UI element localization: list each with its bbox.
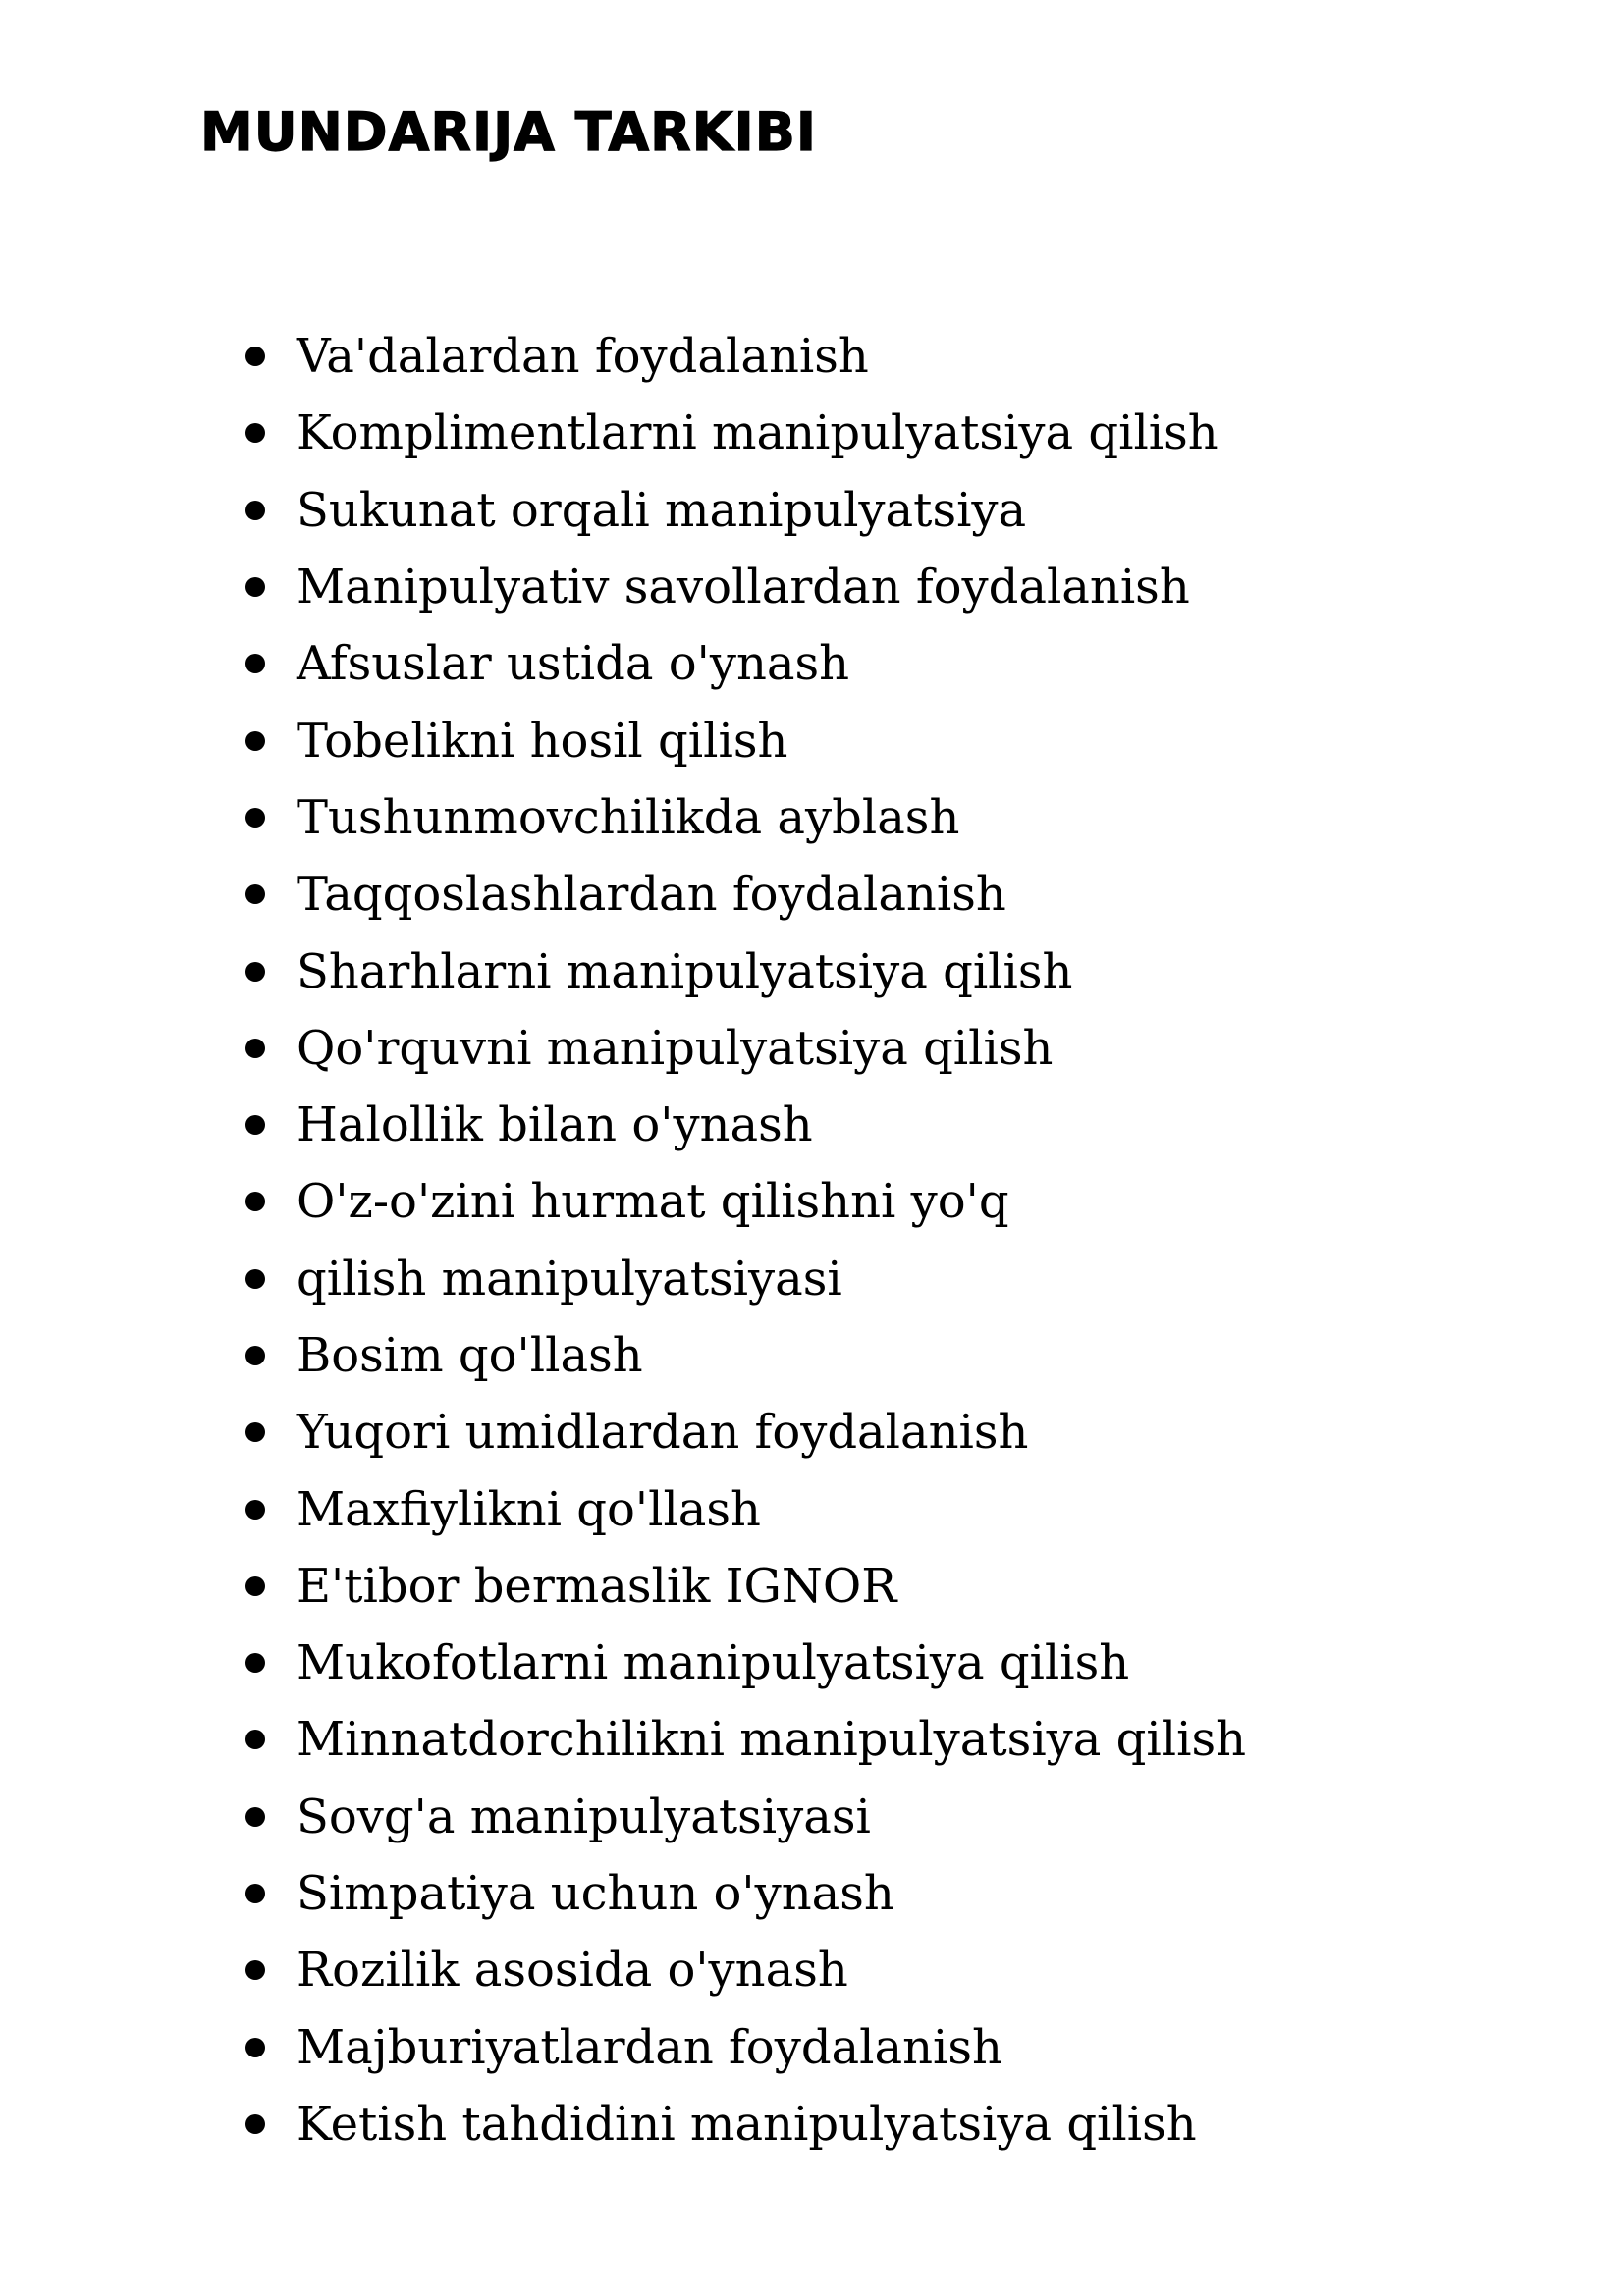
bullet-icon [245,1730,265,1749]
bullet-icon [245,1422,265,1442]
list-item-label: Mukofotlarni manipulyatsiya qilish [297,1635,1130,1691]
bullet-icon [245,1039,265,1058]
list-item [245,1470,1246,1547]
list-item-label: Halollik bilan o'ynash [297,1097,813,1153]
list-item [245,318,1246,395]
list-item [245,1779,1246,1855]
bullet-icon [245,1576,265,1596]
list-item-label: E'tibor bermaslik IGNOR [297,1558,897,1614]
list-item-label: qilish manipulyatsiyasi [297,1251,842,1307]
list-item [245,1932,1246,2008]
list-item [245,472,1246,549]
bullet-icon [245,1269,265,1289]
table-of-contents-list [245,318,1246,2163]
bullet-icon [245,501,265,520]
bullet-icon [245,731,265,751]
bullet-icon [245,347,265,366]
list-item-label: Maxfiylikni qo'llash [297,1481,761,1537]
bullet-icon [245,1884,265,1903]
bullet-icon [245,808,265,828]
list-item-label: Va'dalardan foydalanish [297,329,869,385]
list-item-label: Qo'rquvni manipulyatsiya qilish [297,1020,1054,1076]
bullet-icon [245,1500,265,1520]
list-item [245,1394,1246,1470]
list-item [245,1855,1246,1932]
bullet-icon [245,423,265,443]
list-item-label: Rozilik asosida o'ynash [297,1943,848,1999]
list-item-label: Sharhlarni manipulyatsiya qilish [297,943,1073,999]
list-item [245,1317,1246,1394]
list-item [245,2009,1246,2086]
bullet-icon [245,1807,265,1827]
list-item-label: Sovg'a manipulyatsiyasi [297,1789,871,1844]
bullet-icon [245,962,265,982]
list-item [245,1701,1246,1778]
list-item [245,1163,1246,1240]
list-item-label: Taqqoslashlardan foydalanish [297,867,1006,923]
list-item-label: Sukunat orqali manipulyatsiya [297,482,1027,538]
list-item [245,1087,1246,1163]
bullet-icon [245,577,265,597]
list-item [245,1548,1246,1625]
bullet-icon [245,1653,265,1673]
list-item-label: Majburiyatlardan foydalanish [297,2019,1002,2075]
list-item-label: Tushunmovchilikda ayblash [297,789,960,845]
list-item [245,1241,1246,1317]
list-item-label: Komplimentlarni manipulyatsiya qilish [297,405,1218,461]
list-item-label: Minnatdorchilikni manipulyatsiya qilish [297,1712,1246,1768]
list-item-label: Bosim qo'llash [297,1328,643,1383]
bullet-icon [245,654,265,673]
list-item [245,779,1246,856]
bullet-icon [245,1115,265,1135]
bullet-icon [245,2114,265,2134]
bullet-icon [245,884,265,904]
list-item [245,395,1246,471]
list-item-label: Manipulyativ savollardan foydalanish [297,560,1190,615]
list-item [245,1625,1246,1701]
bullet-icon [245,1192,265,1211]
list-item [245,856,1246,933]
list-item-label: Yuqori umidlardan foydalanish [297,1405,1029,1461]
list-item [245,2086,1246,2163]
list-item-label: Afsuslar ustida o'ynash [297,636,850,692]
bullet-icon [245,2038,265,2057]
list-item-label: Ketish tahdidini manipulyatsiya qilish [297,2096,1197,2152]
bullet-icon [245,1346,265,1365]
list-item [245,549,1246,625]
page-title: MUNDARIJA TARKIBI [200,101,817,163]
list-item-label: Tobelikni hosil qilish [297,713,788,769]
list-item [245,1010,1246,1087]
list-item-label: Simpatiya uchun o'ynash [297,1866,894,1922]
bullet-icon [245,1960,265,1980]
list-item [245,702,1246,778]
list-item [245,933,1246,1009]
list-item-label: O'z-o'zini hurmat qilishni yo'q [297,1174,1009,1230]
list-item [245,625,1246,702]
